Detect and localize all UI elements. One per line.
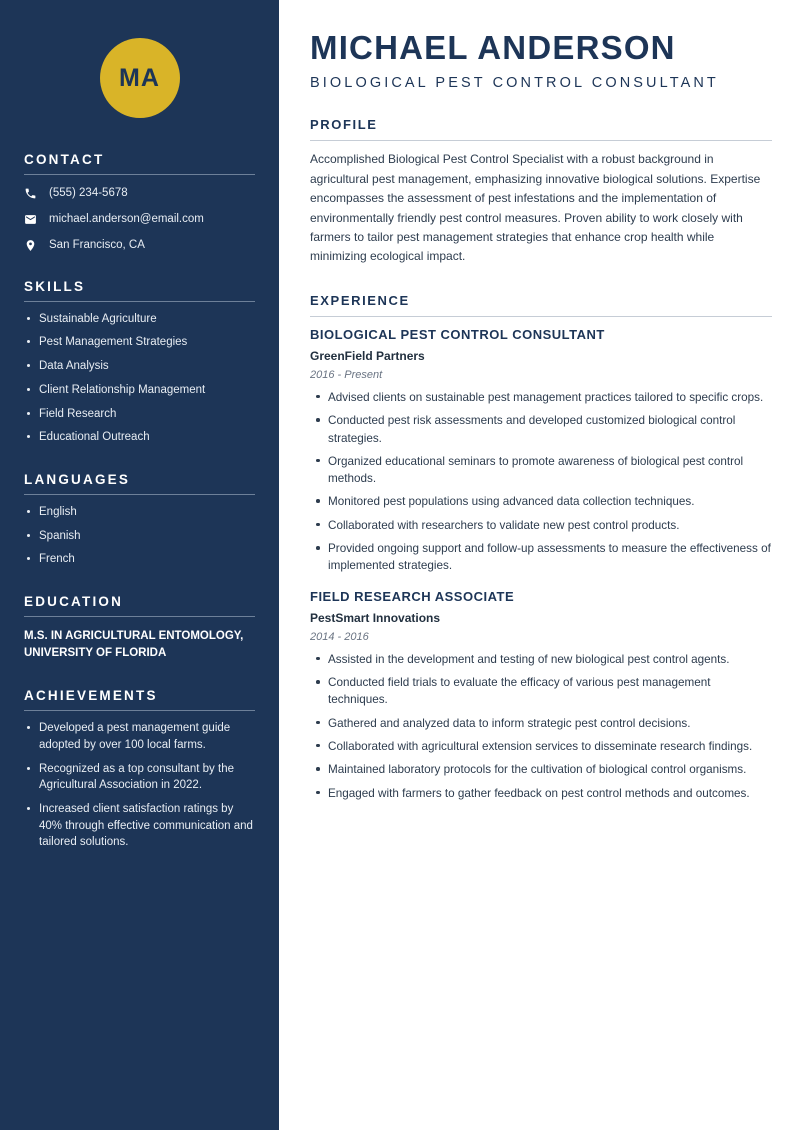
contact-phone-row (24, 186, 255, 201)
job-dates: 2014 - 2016 (310, 630, 369, 643)
list-item: Conducted field trials to evaluate the efficacy of various pest management techniques. (310, 674, 772, 709)
languages-section (0, 472, 279, 568)
contact-heading: CONTACT (24, 152, 255, 175)
list-item: Advised clients on sustainable pest management practices tailored to specific crops. (310, 389, 772, 406)
experience-heading: EXPERIENCE (310, 293, 772, 317)
contact-section (0, 152, 279, 253)
list-item: Maintained laboratory protocols for the cultivation of biological control organisms. (310, 761, 772, 778)
job-role: FIELD RESEARCH ASSOCIATE (310, 588, 515, 604)
list-item: Collaborated with agricultural extension services to disseminate research findings. (310, 738, 772, 755)
profile-section (310, 117, 772, 267)
list-item: Monitored pest populations using advanced data collection techniques. (310, 493, 772, 510)
list-item: French (24, 551, 255, 568)
list-item: Conducted pest risk assessments and developed customized biological control strategies. (310, 412, 772, 447)
list-item: Organized educational seminars to promote awareness of biological pest control methods. (310, 453, 772, 488)
achievements-list (24, 720, 255, 851)
experience-entry (310, 327, 772, 575)
list-item: Provided ongoing support and follow-up assessments to measure the effectiveness of implemented strategies. (310, 540, 772, 575)
profile-text: Accomplished Biological Pest Control Specialist with a robust background in agricultural pest management, emphasizing innovative biological solutions. Expertise encompasses the assessment of pest infestations and the implementation of environmentally friendly pest control measures. Proven ability to work closely with farmers to tailor pest management strategies that enhance crop health while minimizing ecological impact. (310, 152, 761, 264)
list-item: Engaged with farmers to gather feedback on pest control methods and outcomes. (310, 785, 772, 802)
achievements-heading: ACHIEVEMENTS (24, 688, 255, 711)
experience-section (310, 293, 772, 802)
professional-title: BIOLOGICAL PEST CONTROL CONSULTANT (310, 75, 719, 92)
list-item: Recognized as a top consultant by the Agricultural Association in 2022. (24, 761, 255, 794)
skills-section (0, 279, 279, 446)
main-content (279, 0, 800, 1130)
list-item: Data Analysis (24, 358, 255, 375)
list-item: Developed a pest management guide adopted by over 100 local farms. (24, 720, 255, 753)
contact-location-row (24, 238, 255, 253)
languages-list (24, 504, 255, 568)
list-item: Increased client satisfaction ratings by 40% through effective communication and tailored solutions. (24, 801, 255, 851)
job-bullet-list (310, 389, 772, 575)
job-bullet-list (310, 651, 772, 802)
list-item: Gathered and analyzed data to inform strategic pest control decisions. (310, 715, 772, 732)
job-role: BIOLOGICAL PEST CONTROL CONSULTANT (310, 326, 605, 342)
contact-location-value: San Francisco, CA (49, 238, 145, 251)
contact-email-value: michael.anderson@email.com (49, 212, 204, 225)
location-pin-icon (24, 239, 41, 252)
languages-heading: LANGUAGES (24, 472, 255, 495)
list-item: Assisted in the development and testing of new biological pest control agents. (310, 651, 772, 668)
job-dates: 2016 - Present (310, 368, 383, 381)
contact-email-row (24, 212, 255, 227)
contact-phone-value: (555) 234-5678 (49, 187, 128, 199)
profile-heading: PROFILE (310, 117, 772, 141)
avatar-container (0, 0, 279, 126)
list-item: Educational Outreach (24, 429, 255, 446)
phone-icon (24, 187, 41, 200)
education-heading: EDUCATION (24, 594, 255, 617)
list-item: Collaborated with researchers to validate new pest control products. (310, 517, 772, 534)
achievements-section (0, 688, 279, 851)
list-item: Client Relationship Management (24, 382, 255, 399)
list-item: Spanish (24, 528, 255, 545)
page-title: MICHAEL ANDERSON (310, 29, 676, 66)
job-company: GreenField Partners (310, 348, 425, 363)
envelope-icon (24, 213, 41, 226)
education-entry: M.S. IN AGRICULTURAL ENTOMOLOGY, UNIVERSITY OF FLORIDA (24, 629, 244, 660)
experience-entry (310, 589, 772, 802)
avatar: MA (100, 38, 180, 118)
skills-list (24, 311, 255, 446)
list-item: English (24, 504, 255, 521)
list-item: Sustainable Agriculture (24, 311, 255, 328)
list-item: Pest Management Strategies (24, 334, 255, 351)
skills-heading: SKILLS (24, 279, 255, 302)
sidebar (0, 0, 279, 1130)
list-item: Field Research (24, 406, 255, 423)
education-section (0, 594, 279, 663)
job-company: PestSmart Innovations (310, 610, 441, 625)
